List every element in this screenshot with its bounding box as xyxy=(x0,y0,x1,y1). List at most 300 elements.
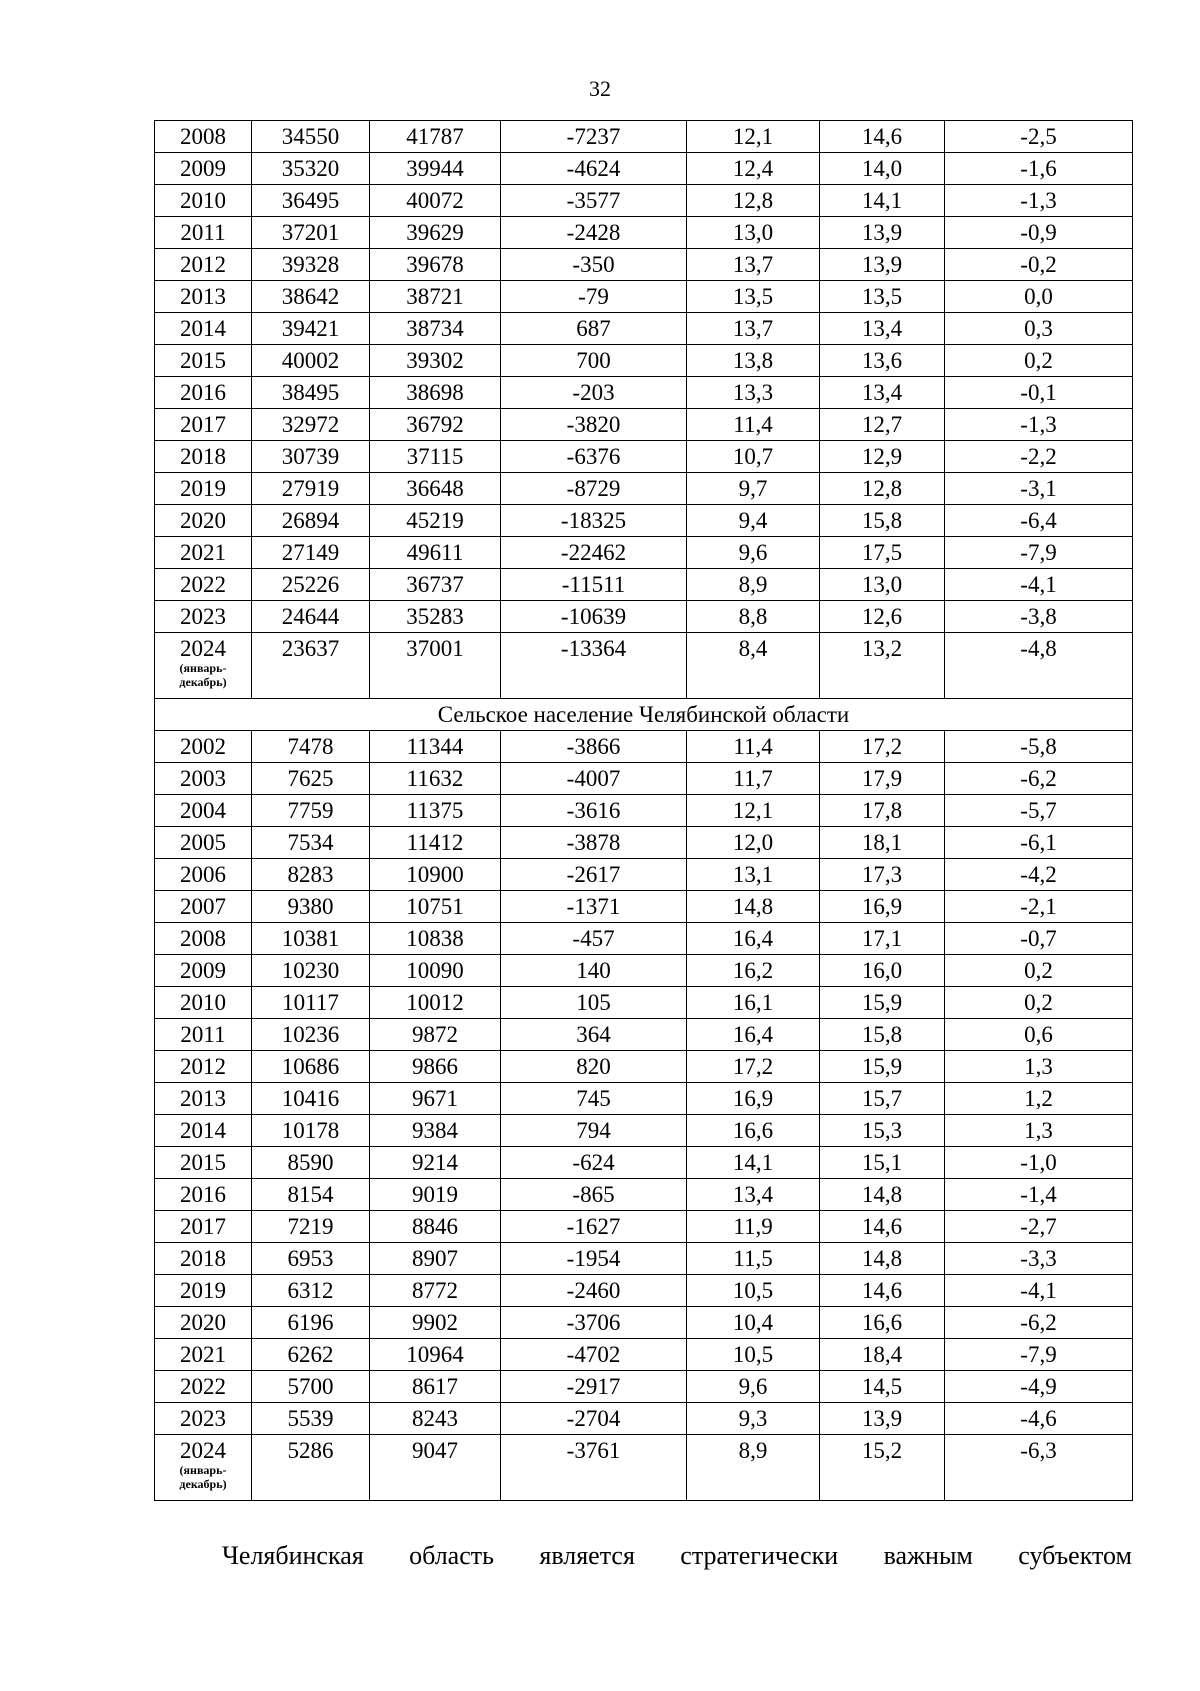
value-cell: 36792 xyxy=(370,409,501,441)
value-cell: 820 xyxy=(501,1051,687,1083)
value-cell: 13,7 xyxy=(687,249,820,281)
value-cell: 27919 xyxy=(252,473,370,505)
year-cell xyxy=(155,633,252,699)
table-row xyxy=(155,1243,1133,1275)
table-row xyxy=(155,1019,1133,1051)
value-cell: 13,1 xyxy=(687,859,820,891)
value-cell: -2704 xyxy=(501,1403,687,1435)
value-cell: 34550 xyxy=(252,121,370,153)
value-cell: -7,9 xyxy=(945,1339,1133,1371)
value-cell: 16,6 xyxy=(820,1307,945,1339)
value-cell: 14,8 xyxy=(820,1243,945,1275)
value-cell: 38734 xyxy=(370,313,501,345)
value-cell: -1954 xyxy=(501,1243,687,1275)
value-cell: 15,8 xyxy=(820,1019,945,1051)
year-cell: 2015 xyxy=(155,345,252,377)
value-cell: 13,5 xyxy=(687,281,820,313)
value-cell: 10686 xyxy=(252,1051,370,1083)
value-cell: 8,9 xyxy=(687,569,820,601)
value-cell: -5,8 xyxy=(945,731,1133,763)
value-cell: -2,7 xyxy=(945,1211,1133,1243)
year-cell: 2003 xyxy=(155,763,252,795)
section-row xyxy=(155,699,1133,731)
value-cell: -6,1 xyxy=(945,827,1133,859)
year-cell: 2012 xyxy=(155,249,252,281)
value-cell: -3,3 xyxy=(945,1243,1133,1275)
value-cell: 40002 xyxy=(252,345,370,377)
value-cell: 105 xyxy=(501,987,687,1019)
value-cell: 11,4 xyxy=(687,409,820,441)
value-cell: 15,9 xyxy=(820,1051,945,1083)
year-cell xyxy=(155,1435,252,1501)
value-cell: -1,4 xyxy=(945,1179,1133,1211)
value-cell: 30739 xyxy=(252,441,370,473)
value-cell: 12,6 xyxy=(820,601,945,633)
value-cell: 13,4 xyxy=(820,313,945,345)
value-cell: 13,9 xyxy=(820,217,945,249)
value-cell: -3577 xyxy=(501,185,687,217)
table-row xyxy=(155,121,1133,153)
value-cell: 18,1 xyxy=(820,827,945,859)
value-cell: 16,9 xyxy=(820,891,945,923)
value-cell: -457 xyxy=(501,923,687,955)
table-row xyxy=(155,1179,1133,1211)
value-cell: -3761 xyxy=(501,1435,687,1501)
table-row xyxy=(155,281,1133,313)
value-cell: -3,1 xyxy=(945,473,1133,505)
value-cell: 39421 xyxy=(252,313,370,345)
value-cell: 14,8 xyxy=(687,891,820,923)
value-cell: -4,8 xyxy=(945,633,1133,699)
value-cell: -1,3 xyxy=(945,185,1133,217)
value-cell: 10,4 xyxy=(687,1307,820,1339)
value-cell: 16,1 xyxy=(687,987,820,1019)
closing-word: является xyxy=(539,1541,635,1570)
value-cell: 45219 xyxy=(370,505,501,537)
value-cell: -2428 xyxy=(501,217,687,249)
value-cell: 9902 xyxy=(370,1307,501,1339)
value-cell: 11344 xyxy=(370,731,501,763)
value-cell: 10090 xyxy=(370,955,501,987)
value-cell: 9047 xyxy=(370,1435,501,1501)
table-row xyxy=(155,537,1133,569)
value-cell: -8729 xyxy=(501,473,687,505)
value-cell: 37201 xyxy=(252,217,370,249)
value-cell: 39328 xyxy=(252,249,370,281)
value-cell: -2460 xyxy=(501,1275,687,1307)
table-row xyxy=(155,473,1133,505)
value-cell: -11511 xyxy=(501,569,687,601)
value-cell: -7,9 xyxy=(945,537,1133,569)
table-row xyxy=(155,409,1133,441)
table-row xyxy=(155,633,1133,699)
value-cell: 10012 xyxy=(370,987,501,1019)
year-cell: 2016 xyxy=(155,1179,252,1211)
value-cell: 10381 xyxy=(252,923,370,955)
value-cell: -865 xyxy=(501,1179,687,1211)
value-cell: 14,1 xyxy=(687,1147,820,1179)
value-cell: 36648 xyxy=(370,473,501,505)
value-cell: 14,5 xyxy=(820,1371,945,1403)
year-cell: 2013 xyxy=(155,1083,252,1115)
value-cell: 10964 xyxy=(370,1339,501,1371)
value-cell: 10178 xyxy=(252,1115,370,1147)
value-cell: 794 xyxy=(501,1115,687,1147)
value-cell: -6376 xyxy=(501,441,687,473)
table-row xyxy=(155,1115,1133,1147)
value-cell: -2617 xyxy=(501,859,687,891)
year-cell: 2004 xyxy=(155,795,252,827)
value-cell: 12,0 xyxy=(687,827,820,859)
value-cell: -4702 xyxy=(501,1339,687,1371)
table-row xyxy=(155,153,1133,185)
value-cell: 13,9 xyxy=(820,249,945,281)
value-cell: 7478 xyxy=(252,731,370,763)
year-cell: 2019 xyxy=(155,1275,252,1307)
value-cell: -10639 xyxy=(501,601,687,633)
value-cell: 9,6 xyxy=(687,1371,820,1403)
value-cell: -1,0 xyxy=(945,1147,1133,1179)
value-cell: 1,3 xyxy=(945,1115,1133,1147)
value-cell: -2,1 xyxy=(945,891,1133,923)
value-cell: 39629 xyxy=(370,217,501,249)
value-cell: 16,2 xyxy=(687,955,820,987)
value-cell: 36495 xyxy=(252,185,370,217)
value-cell: 17,1 xyxy=(820,923,945,955)
value-cell: 9380 xyxy=(252,891,370,923)
value-cell: 15,2 xyxy=(820,1435,945,1501)
year-cell: 2011 xyxy=(155,1019,252,1051)
value-cell: 14,6 xyxy=(820,1275,945,1307)
value-cell: -4,1 xyxy=(945,569,1133,601)
value-cell: 745 xyxy=(501,1083,687,1115)
value-cell: 8907 xyxy=(370,1243,501,1275)
value-cell: 7219 xyxy=(252,1211,370,1243)
value-cell: 39678 xyxy=(370,249,501,281)
value-cell: 16,6 xyxy=(687,1115,820,1147)
table-row xyxy=(155,1371,1133,1403)
value-cell: 14,8 xyxy=(820,1179,945,1211)
value-cell: -203 xyxy=(501,377,687,409)
value-cell: 16,4 xyxy=(687,923,820,955)
value-cell: 10236 xyxy=(252,1019,370,1051)
value-cell: -0,2 xyxy=(945,249,1133,281)
value-cell: -13364 xyxy=(501,633,687,699)
table-row xyxy=(155,601,1133,633)
value-cell: 9384 xyxy=(370,1115,501,1147)
closing-word: важным xyxy=(883,1541,973,1570)
table-row xyxy=(155,1307,1133,1339)
value-cell: 9019 xyxy=(370,1179,501,1211)
value-cell: 12,4 xyxy=(687,153,820,185)
closing-word: Челябинская xyxy=(222,1541,364,1570)
value-cell: 13,7 xyxy=(687,313,820,345)
year-cell: 2020 xyxy=(155,1307,252,1339)
value-cell: 15,7 xyxy=(820,1083,945,1115)
table-row xyxy=(155,1051,1133,1083)
value-cell: 9671 xyxy=(370,1083,501,1115)
value-cell: -79 xyxy=(501,281,687,313)
value-cell: 8283 xyxy=(252,859,370,891)
value-cell: 11,7 xyxy=(687,763,820,795)
year-cell: 2020 xyxy=(155,505,252,537)
value-cell: 38642 xyxy=(252,281,370,313)
value-cell: 9,7 xyxy=(687,473,820,505)
value-cell: -18325 xyxy=(501,505,687,537)
value-cell: -1,3 xyxy=(945,409,1133,441)
year-cell: 2018 xyxy=(155,1243,252,1275)
value-cell: 18,4 xyxy=(820,1339,945,1371)
value-cell: 140 xyxy=(501,955,687,987)
value-cell: 13,0 xyxy=(687,217,820,249)
value-cell: 26894 xyxy=(252,505,370,537)
table-row xyxy=(155,345,1133,377)
value-cell: 12,9 xyxy=(820,441,945,473)
value-cell: 12,1 xyxy=(687,121,820,153)
value-cell: -0,7 xyxy=(945,923,1133,955)
year-cell: 2022 xyxy=(155,569,252,601)
value-cell: 10117 xyxy=(252,987,370,1019)
value-cell: 9872 xyxy=(370,1019,501,1051)
period-note: декабрь) xyxy=(179,674,227,689)
value-cell: 13,2 xyxy=(820,633,945,699)
value-cell: 11,4 xyxy=(687,731,820,763)
value-cell: 5539 xyxy=(252,1403,370,1435)
table-row xyxy=(155,441,1133,473)
value-cell: 16,9 xyxy=(687,1083,820,1115)
table-row xyxy=(155,731,1133,763)
year-cell: 2005 xyxy=(155,827,252,859)
value-cell: 0,6 xyxy=(945,1019,1133,1051)
value-cell: -3616 xyxy=(501,795,687,827)
value-cell: 17,5 xyxy=(820,537,945,569)
table-row xyxy=(155,1403,1133,1435)
value-cell: 12,7 xyxy=(820,409,945,441)
value-cell: 35320 xyxy=(252,153,370,185)
value-cell: 13,8 xyxy=(687,345,820,377)
period-note: (январь- xyxy=(179,1463,227,1477)
year-cell: 2017 xyxy=(155,409,252,441)
value-cell: 9866 xyxy=(370,1051,501,1083)
value-cell: 6196 xyxy=(252,1307,370,1339)
table-row xyxy=(155,923,1133,955)
value-cell: -0,9 xyxy=(945,217,1133,249)
value-cell: 14,0 xyxy=(820,153,945,185)
value-cell: 0,2 xyxy=(945,987,1133,1019)
value-cell: -4,9 xyxy=(945,1371,1133,1403)
value-cell: 10,5 xyxy=(687,1339,820,1371)
year-cell: 2016 xyxy=(155,377,252,409)
value-cell: 5700 xyxy=(252,1371,370,1403)
value-cell: 16,0 xyxy=(820,955,945,987)
table-row xyxy=(155,1435,1133,1501)
value-cell: 15,3 xyxy=(820,1115,945,1147)
table-row xyxy=(155,827,1133,859)
value-cell: 8590 xyxy=(252,1147,370,1179)
table-row xyxy=(155,249,1133,281)
value-cell: -3706 xyxy=(501,1307,687,1339)
value-cell: 6262 xyxy=(252,1339,370,1371)
table-row xyxy=(155,1211,1133,1243)
value-cell: -350 xyxy=(501,249,687,281)
value-cell: 15,9 xyxy=(820,987,945,1019)
value-cell: 8617 xyxy=(370,1371,501,1403)
value-cell: -2917 xyxy=(501,1371,687,1403)
year-cell: 2002 xyxy=(155,731,252,763)
value-cell: 364 xyxy=(501,1019,687,1051)
year-cell: 2011 xyxy=(155,217,252,249)
value-cell: 5286 xyxy=(252,1435,370,1501)
table-row xyxy=(155,891,1133,923)
closing-text xyxy=(222,1541,1132,1571)
year-cell: 2009 xyxy=(155,955,252,987)
value-cell: 8,4 xyxy=(687,633,820,699)
value-cell: 38698 xyxy=(370,377,501,409)
period-note: (январь- xyxy=(179,661,227,675)
value-cell: 15,1 xyxy=(820,1147,945,1179)
value-cell: 13,0 xyxy=(820,569,945,601)
value-cell: 8846 xyxy=(370,1211,501,1243)
value-cell: 13,5 xyxy=(820,281,945,313)
value-cell: 38495 xyxy=(252,377,370,409)
table-row xyxy=(155,377,1133,409)
value-cell: 10751 xyxy=(370,891,501,923)
value-cell: 11,9 xyxy=(687,1211,820,1243)
year-cell: 2018 xyxy=(155,441,252,473)
year-cell: 2023 xyxy=(155,1403,252,1435)
value-cell: 35283 xyxy=(370,601,501,633)
table-row xyxy=(155,185,1133,217)
value-cell: 6312 xyxy=(252,1275,370,1307)
value-cell: -4624 xyxy=(501,153,687,185)
value-cell: 700 xyxy=(501,345,687,377)
value-cell: 23637 xyxy=(252,633,370,699)
value-cell: 12,8 xyxy=(687,185,820,217)
closing-word: область xyxy=(409,1541,494,1570)
value-cell: -2,2 xyxy=(945,441,1133,473)
value-cell: 7759 xyxy=(252,795,370,827)
value-cell: 0,0 xyxy=(945,281,1133,313)
value-cell: -5,7 xyxy=(945,795,1133,827)
value-cell: 7625 xyxy=(252,763,370,795)
table-row xyxy=(155,955,1133,987)
value-cell: -6,4 xyxy=(945,505,1133,537)
value-cell: 9,3 xyxy=(687,1403,820,1435)
value-cell: 36737 xyxy=(370,569,501,601)
value-cell: 15,8 xyxy=(820,505,945,537)
table-row xyxy=(155,1083,1133,1115)
value-cell: 16,4 xyxy=(687,1019,820,1051)
value-cell: 32972 xyxy=(252,409,370,441)
value-cell: 10230 xyxy=(252,955,370,987)
value-cell: 6953 xyxy=(252,1243,370,1275)
page-number: 32 xyxy=(589,76,611,101)
year-cell: 2015 xyxy=(155,1147,252,1179)
value-cell: 13,4 xyxy=(687,1179,820,1211)
value-cell: 13,3 xyxy=(687,377,820,409)
value-cell: 687 xyxy=(501,313,687,345)
value-cell: 8154 xyxy=(252,1179,370,1211)
value-cell: -1,6 xyxy=(945,153,1133,185)
value-cell: 1,2 xyxy=(945,1083,1133,1115)
value-cell: -4,2 xyxy=(945,859,1133,891)
value-cell: 10900 xyxy=(370,859,501,891)
value-cell: -4,6 xyxy=(945,1403,1133,1435)
year-cell: 2012 xyxy=(155,1051,252,1083)
value-cell: 0,2 xyxy=(945,955,1133,987)
value-cell: -3820 xyxy=(501,409,687,441)
closing-word: стратегически xyxy=(680,1541,839,1570)
value-cell: 17,2 xyxy=(687,1051,820,1083)
year-cell: 2019 xyxy=(155,473,252,505)
value-cell: 10416 xyxy=(252,1083,370,1115)
value-cell: 39944 xyxy=(370,153,501,185)
year-cell: 2009 xyxy=(155,153,252,185)
year-cell: 2008 xyxy=(155,923,252,955)
value-cell: 14,6 xyxy=(820,121,945,153)
value-cell: 8243 xyxy=(370,1403,501,1435)
value-cell: 11375 xyxy=(370,795,501,827)
year-cell: 2010 xyxy=(155,185,252,217)
year-cell: 2021 xyxy=(155,537,252,569)
table-row xyxy=(155,313,1133,345)
value-cell: 0,2 xyxy=(945,345,1133,377)
value-cell: 41787 xyxy=(370,121,501,153)
year-cell: 2014 xyxy=(155,313,252,345)
value-cell: 39302 xyxy=(370,345,501,377)
year-label: 2024 xyxy=(180,636,226,661)
value-cell: 11632 xyxy=(370,763,501,795)
table-row xyxy=(155,1147,1133,1179)
value-cell: 24644 xyxy=(252,601,370,633)
value-cell: -1627 xyxy=(501,1211,687,1243)
table-row xyxy=(155,505,1133,537)
value-cell: 14,1 xyxy=(820,185,945,217)
value-cell: 9,6 xyxy=(687,537,820,569)
value-cell: -6,2 xyxy=(945,1307,1133,1339)
table-row xyxy=(155,1339,1133,1371)
value-cell: -4,1 xyxy=(945,1275,1133,1307)
table-row xyxy=(155,795,1133,827)
value-cell: 13,4 xyxy=(820,377,945,409)
year-cell: 2013 xyxy=(155,281,252,313)
table-row xyxy=(155,763,1133,795)
value-cell: 17,2 xyxy=(820,731,945,763)
year-cell: 2023 xyxy=(155,601,252,633)
period-note: декабрь) xyxy=(179,1476,227,1491)
table-row xyxy=(155,217,1133,249)
demographics-table xyxy=(154,120,1133,1501)
section-title: Сельское население Челябинской области xyxy=(155,699,1133,731)
year-cell: 2010 xyxy=(155,987,252,1019)
year-cell: 2006 xyxy=(155,859,252,891)
table-row xyxy=(155,569,1133,601)
value-cell: 37115 xyxy=(370,441,501,473)
value-cell: -3866 xyxy=(501,731,687,763)
value-cell: 9,4 xyxy=(687,505,820,537)
value-cell: -6,2 xyxy=(945,763,1133,795)
value-cell: -3,8 xyxy=(945,601,1133,633)
year-cell: 2008 xyxy=(155,121,252,153)
value-cell: 17,8 xyxy=(820,795,945,827)
year-label: 2024 xyxy=(180,1438,226,1463)
value-cell: 8,9 xyxy=(687,1435,820,1501)
value-cell: 12,1 xyxy=(687,795,820,827)
value-cell: -3878 xyxy=(501,827,687,859)
value-cell: -6,3 xyxy=(945,1435,1133,1501)
value-cell: 27149 xyxy=(252,537,370,569)
value-cell: 8,8 xyxy=(687,601,820,633)
